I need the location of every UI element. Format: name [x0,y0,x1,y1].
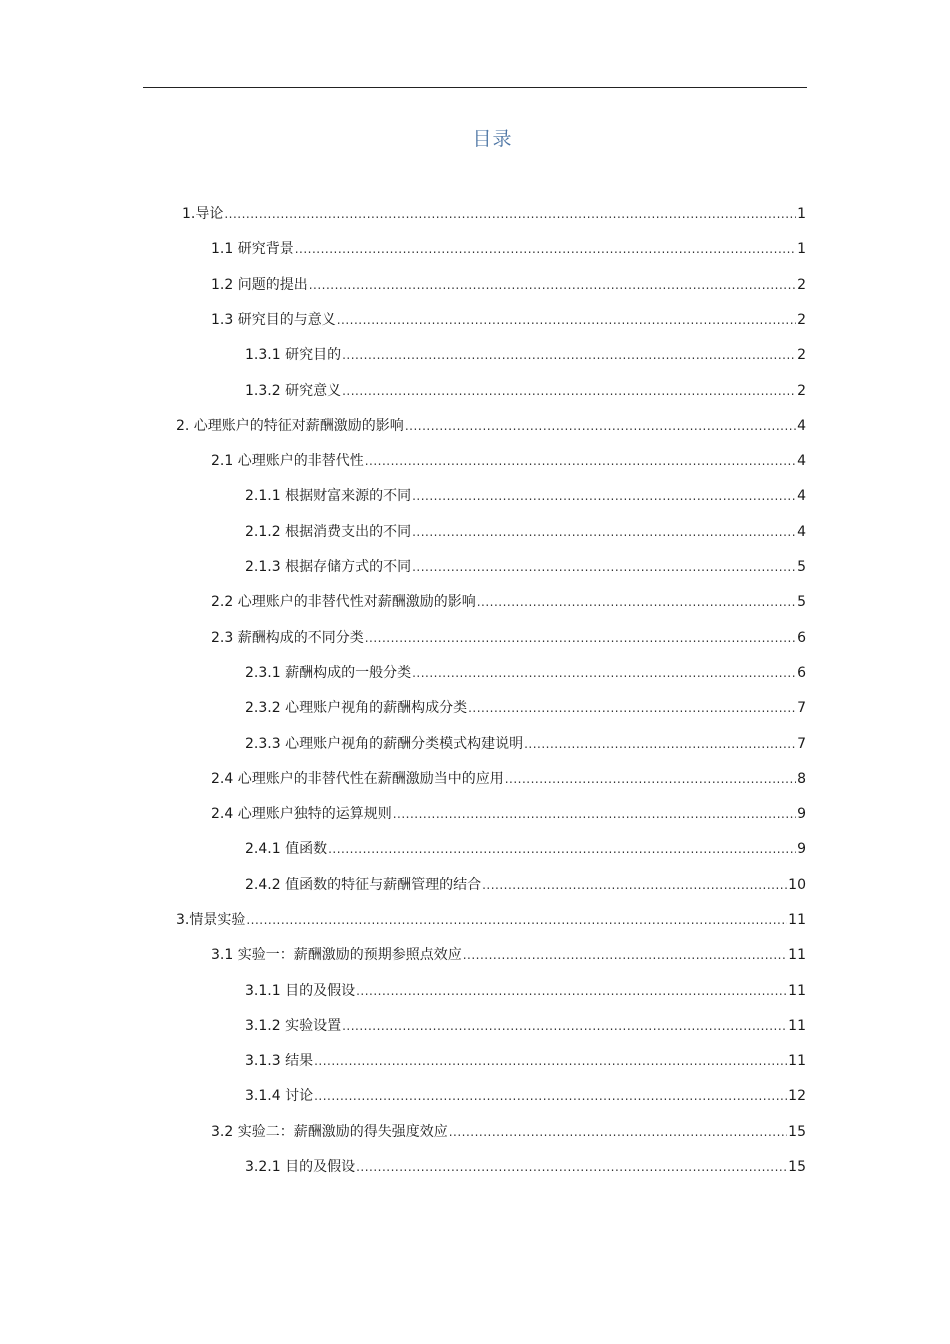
toc-entry-page-number: 6 [797,665,806,681]
toc-entry-page-number: 10 [788,877,806,893]
toc-entry-label: 3.1.3 结果 [245,1053,314,1069]
toc-entry-page-number: 2 [797,312,806,328]
toc-entry-label: 2.1.3 根据存储方式的不同 [245,559,412,575]
toc-dot-leader [342,343,796,367]
toc-entry-page-number: 5 [797,594,806,610]
toc-entry[interactable] [211,767,806,791]
toc-entry-page-number: 4 [797,488,806,504]
toc-dot-leader [309,273,796,297]
toc-entry[interactable] [211,590,806,614]
toc-entry-page-number: 2 [797,347,806,363]
toc-entry-page-number: 9 [797,806,806,822]
toc-dot-leader [449,1120,787,1144]
toc-dot-leader [337,308,796,332]
toc-entry[interactable] [211,449,806,473]
toc-entry-label: 1.3.2 研究意义 [245,383,342,399]
toc-entry-label: 3.2.1 目的及假设 [245,1159,356,1175]
toc-entry-page-number: 11 [788,1053,806,1069]
toc-entry-label: 2.3.2 心理账户视角的薪酬构成分类 [245,700,468,716]
toc-dot-leader [356,979,787,1003]
toc-entry[interactable] [245,379,806,403]
toc-dot-leader [477,590,796,614]
toc-entry[interactable] [245,343,806,367]
toc-dot-leader [412,484,796,508]
toc-entry-page-number: 15 [788,1159,806,1175]
toc-dot-leader [468,696,796,720]
toc-entry-page-number: 9 [797,841,806,857]
toc-entry-page-number: 1 [797,206,806,222]
toc-dot-leader [393,802,796,826]
toc-entry-page-number: 11 [788,912,806,928]
toc-entry-page-number: 11 [788,983,806,999]
toc-entry-label: 2.4.2 值函数的特征与薪酬管理的结合 [245,877,482,893]
toc-entry[interactable] [245,696,806,720]
toc-dot-leader [505,767,796,791]
toc-entry-label: 1.1 研究背景 [211,241,294,257]
toc-entry[interactable] [211,626,806,650]
toc-entry-label: 3.1 实验一：薪酬激励的预期参照点效应 [211,947,462,963]
toc-entry[interactable] [245,837,806,861]
toc-entry-label: 1.3.1 研究目的 [245,347,342,363]
toc-entry-page-number: 15 [788,1124,806,1140]
toc-entry[interactable] [245,661,806,685]
toc-entry[interactable] [245,1155,806,1179]
toc-entry-label: 1.导论 [182,206,224,222]
toc-dot-leader [463,943,787,967]
toc-entry[interactable] [211,1120,806,1144]
toc-dot-leader [524,732,796,756]
toc-entry-label: 2.4 心理账户的非替代性在薪酬激励当中的应用 [211,771,504,787]
toc-entry-label: 1.3 研究目的与意义 [211,312,336,328]
toc-dot-leader [224,202,796,226]
toc-entry-label: 2.3.3 心理账户视角的薪酬分类模式构建说明 [245,736,524,752]
toc-dot-leader [246,908,787,932]
toc-entry[interactable] [245,520,806,544]
toc-entry[interactable] [182,202,806,226]
toc-title: 目录 [472,128,513,150]
toc-entry-page-number: 4 [797,524,806,540]
toc-entry-label: 3.1.4 讨论 [245,1088,314,1104]
toc-entry[interactable] [245,873,806,897]
toc-entry[interactable] [245,732,806,756]
toc-dot-leader [365,449,796,473]
toc-dot-leader [356,1155,787,1179]
toc-dot-leader [314,1084,787,1108]
toc-entry-page-number: 6 [797,630,806,646]
toc-entry-page-number: 2 [797,277,806,293]
toc-dot-leader [328,837,796,861]
header-rule [143,87,807,88]
toc-entry-label: 3.2 实验二：薪酬激励的得失强度效应 [211,1124,448,1140]
toc-entry-page-number: 1 [797,241,806,257]
toc-entry[interactable] [245,1014,806,1038]
toc-entry-page-number: 11 [788,1018,806,1034]
toc-entry-label: 2.4.1 值函数 [245,841,328,857]
toc-entry-page-number: 4 [797,453,806,469]
toc-entry-page-number: 8 [797,771,806,787]
toc-entry[interactable] [245,979,806,1003]
toc-dot-leader [412,520,796,544]
toc-dot-leader [342,1014,787,1038]
toc-entry[interactable] [245,1084,806,1108]
toc-entry-page-number: 12 [788,1088,806,1104]
toc-entry-page-number: 11 [788,947,806,963]
toc-dot-leader [412,661,796,685]
toc-dot-leader [314,1049,787,1073]
toc-entry-page-number: 5 [797,559,806,575]
toc-entry-label: 2.1.1 根据财富来源的不同 [245,488,412,504]
toc-dot-leader [295,237,796,261]
toc-entry-page-number: 7 [797,736,806,752]
toc-entry[interactable] [211,802,806,826]
toc-dot-leader [482,873,787,897]
toc-dot-leader [405,414,796,438]
toc-entry-label: 3.1.1 目的及假设 [245,983,356,999]
toc-entry-label: 2. 心理账户的特征对薪酬激励的影响 [176,418,404,434]
toc-entry[interactable] [245,1049,806,1073]
toc-entry-label: 2.4 心理账户独特的运算规则 [211,806,392,822]
toc-entry-label: 1.2 问题的提出 [211,277,308,293]
toc-dot-leader [342,379,796,403]
toc-entry[interactable] [211,943,806,967]
toc-entry-label: 2.3.1 薪酬构成的一般分类 [245,665,412,681]
toc-entry-page-number: 2 [797,383,806,399]
toc-entry-label: 2.1 心理账户的非替代性 [211,453,364,469]
toc-dot-leader [365,626,796,650]
toc-entry-label: 2.2 心理账户的非替代性对薪酬激励的影响 [211,594,476,610]
toc-entry-label: 3.情景实验 [176,912,246,928]
toc-entry[interactable] [245,555,806,579]
toc-entry[interactable] [211,237,806,261]
toc-entry-page-number: 4 [797,418,806,434]
toc-entry-page-number: 7 [797,700,806,716]
toc-entry[interactable] [211,308,806,332]
toc-entry-label: 2.1.2 根据消费支出的不同 [245,524,412,540]
toc-entry[interactable] [176,414,806,438]
toc-entry[interactable] [211,273,806,297]
toc-entry[interactable] [245,484,806,508]
toc-entry-label: 3.1.2 实验设置 [245,1018,342,1034]
toc-entry-label: 2.3 薪酬构成的不同分类 [211,630,364,646]
toc-entry[interactable] [176,908,806,932]
toc-dot-leader [412,555,796,579]
